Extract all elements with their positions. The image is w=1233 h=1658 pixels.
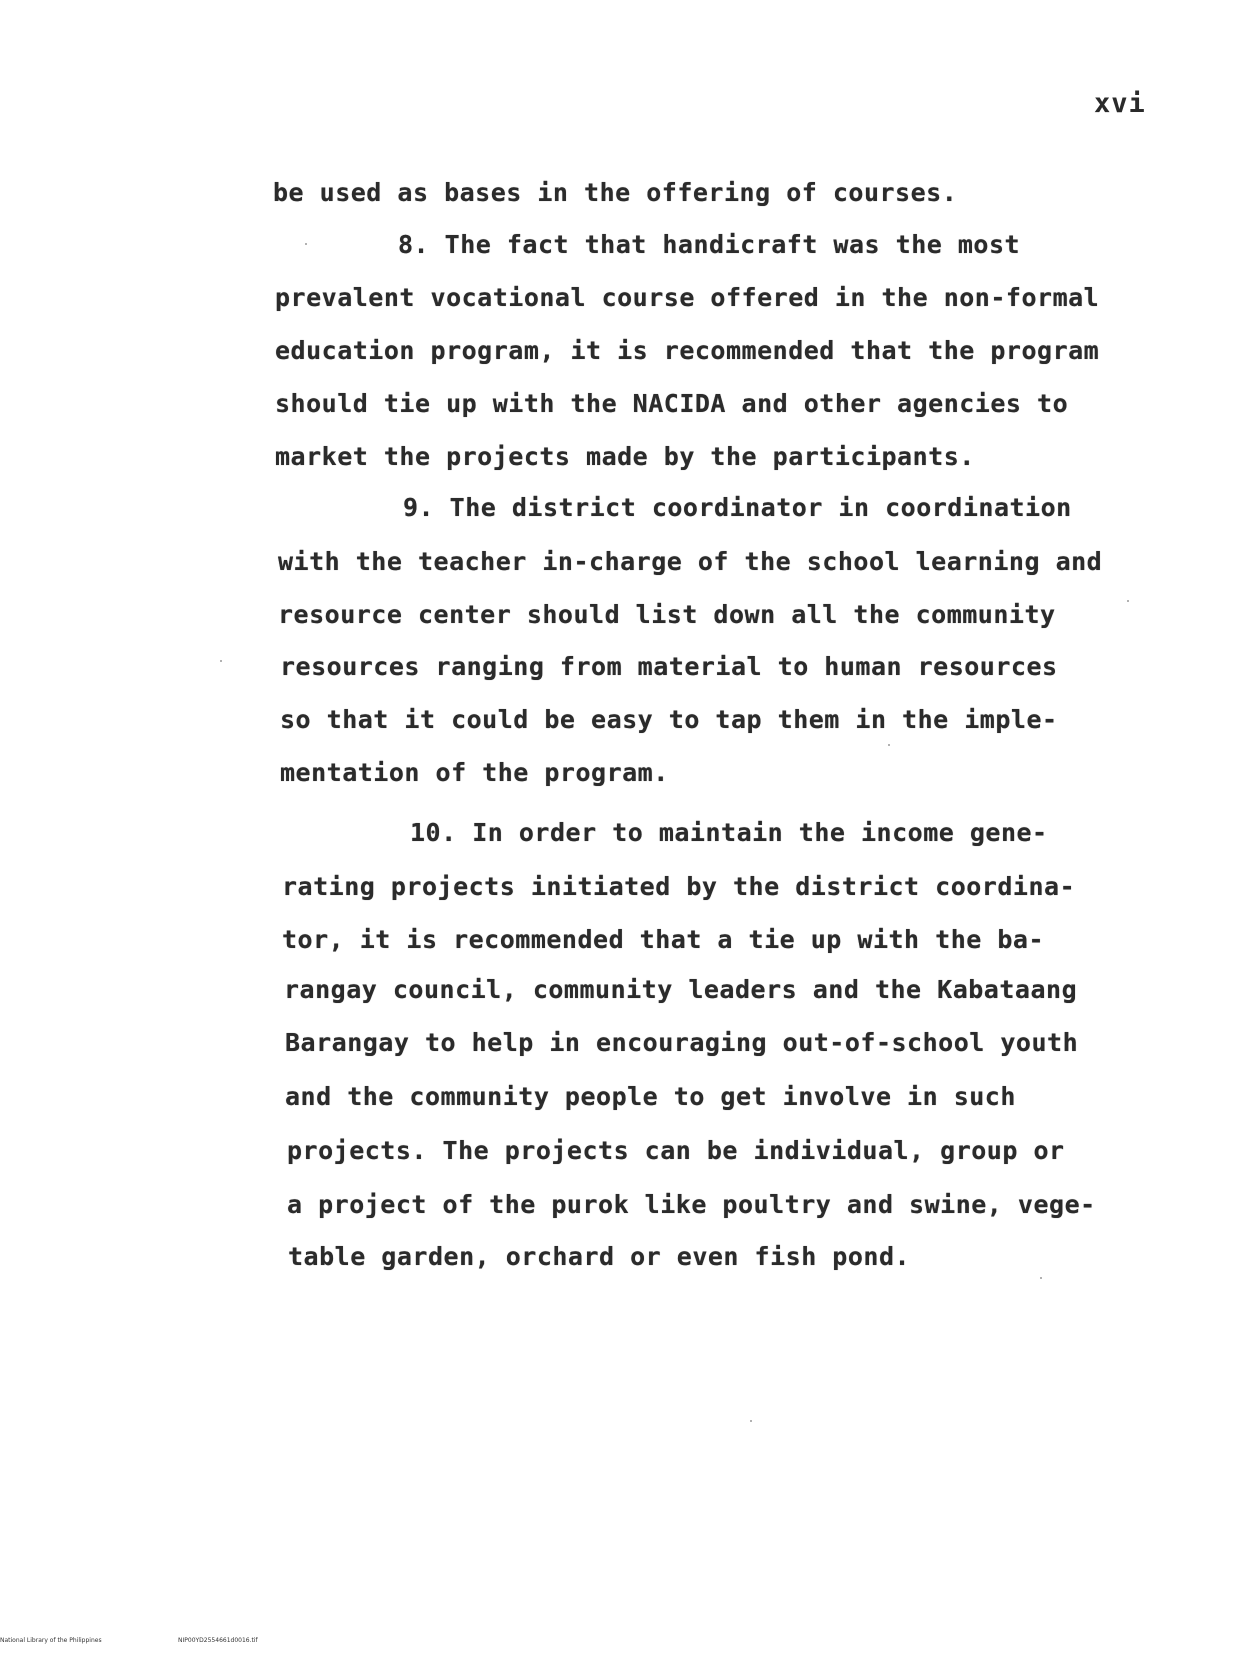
text-line: rating projects initiated by the district coordina- (282, 872, 1076, 901)
text-line: rangay council, community leaders and the Kabataang (284, 975, 1078, 1004)
text-line: resources ranging from material to human resources (280, 652, 1058, 681)
scan-speck (220, 660, 222, 662)
text-line: projects. The projects can be individual, group or (287, 1136, 1065, 1165)
text-line: Barangay to help in encouraging out-of-school youth (285, 1028, 1079, 1057)
text-line: resource center should list down all the community (278, 600, 1056, 629)
text-line: 9. The district coordinator in coordination (403, 493, 1072, 522)
scan-speck (1127, 600, 1129, 602)
text-line: with the teacher in-charge of the school learning and (278, 547, 1103, 576)
text-line: should tie up with the NACIDA and other agencies to (275, 389, 1069, 418)
page-number: xvi (1094, 88, 1146, 119)
scan-speck (750, 1420, 752, 1422)
footer-library-label: National Library of the Philippines (0, 1637, 102, 1644)
text-line: prevalent vocational course offered in the non-formal (275, 283, 1100, 312)
text-line: 8. The fact that handicraft was the most (398, 230, 1021, 259)
scan-speck (1040, 1277, 1042, 1279)
text-line: table garden, orchard or even fish pond. (288, 1242, 911, 1271)
scan-speck (305, 243, 307, 245)
text-line: education program, it is recommended that the program (275, 336, 1100, 365)
text-line: market the projects made by the participants. (275, 442, 975, 471)
text-line: 10. In order to maintain the income gene- (410, 818, 1048, 847)
text-line: be used as bases in the offering of courses. (273, 178, 958, 207)
text-line: a project of the purok like poultry and swine, vege- (287, 1190, 1096, 1219)
scan-speck (888, 744, 890, 746)
footer-file-name: NIP00YD2554661d0016.tif (178, 1637, 258, 1644)
text-line: and the community people to get involve in such (285, 1082, 1016, 1111)
text-line: so that it could be easy to tap them in the imple- (280, 705, 1058, 734)
text-line: mentation of the program. (280, 758, 669, 787)
text-line: tor, it is recommended that a tie up with the ba- (282, 925, 1045, 954)
